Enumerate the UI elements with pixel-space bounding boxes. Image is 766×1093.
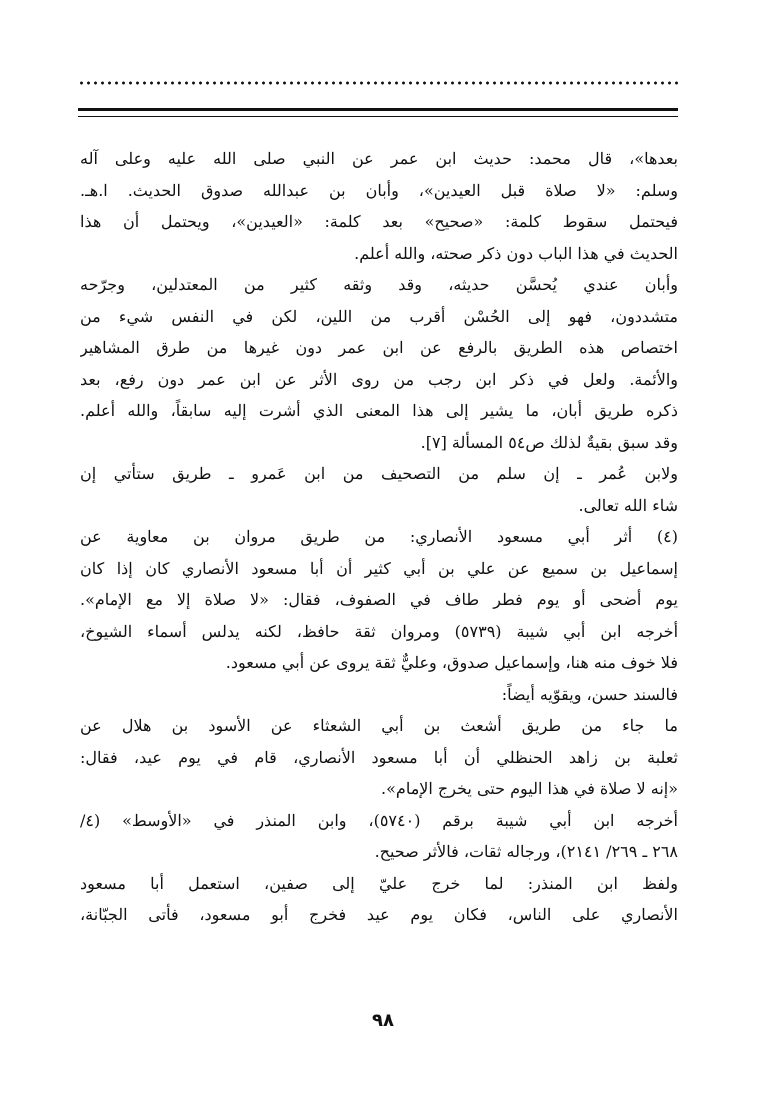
page-body	[80, 143, 678, 931]
text-line: اختصاص هذه الطريق بالرفع عن ابن عمر دون غيرها من طرق المشاهير	[80, 338, 678, 357]
header-dotted-rule	[78, 80, 678, 86]
text-line: متشددون، فهو إلى الحُسْن أقرب من اللين، لكن في النفس شيء من	[80, 306, 678, 326]
text-line: (٤) أثر أبي مسعود الأنصاري: من طريق مروان بن معاوية عن	[80, 527, 678, 546]
text-line: بعدها»، قال محمد: حديث ابن عمر عن النبي صلى الله عليه وعلى آله	[80, 149, 678, 168]
text-line: فالسند حسن، ويقوّيه أيضاً:	[501, 684, 678, 704]
text-line: ثعلبة بن زاهد الحنظلي أن أبا مسعود الأنصاري، قام في يوم عيد، فقال:	[80, 747, 678, 767]
text-line: الأنصاري على الناس، فكان يوم عيد فخرج أبو مسعود، فأتى الجبّانة،	[80, 905, 678, 924]
text-line: وأبان عندي يُحسَّن حديثه، وقد وثقه كثير من المعتدلين، وجرّحه	[80, 275, 678, 294]
text-line: يوم أضحى أو يوم فطر طاف في الصفوف، فقال: «لا صلاة إلا مع الإمام».	[80, 590, 678, 609]
text-line: وقد سبق بقيةٌ لذلك ص٥٤ المسألة [٧].	[420, 432, 678, 452]
text-line: فيحتمل سقوط كلمة: «صحيح» بعد كلمة: «العيدين»، ويحتمل أن هذا	[80, 212, 678, 231]
text-line: الحديث في هذا الباب دون ذكر صحته، والله أعلم.	[354, 243, 678, 263]
header-thick-rule	[78, 108, 678, 111]
text-line: إسماعيل بن سميع عن علي بن أبي كثير أن أبا مسعود الأنصاري كان إذا كان	[80, 558, 678, 578]
text-line: ولفظ ابن المنذر: لما خرج عليّ إلى صفين، استعمل أبا مسعود	[80, 873, 678, 893]
text-line: فلا خوف منه هنا، وإسماعيل صدوق، وعليٌّ ثقة يروى عن أبي مسعود.	[225, 653, 678, 672]
text-line: وسلم: «لا صلاة قبل العيدين»، وأبان بن عبدالله صدوق الحديث. ا.هـ.	[80, 180, 678, 200]
text-line: والأئمة. ولعل في ذكر ابن رجب من روى الأثر عن ابن عمر دون رفع، بعد	[80, 369, 678, 389]
text-line: أخرجه ابن أبي شيبة (٥٧٣٩) ومروان ثقة حافظ، لكنه يدلس أسماء الشيوخ،	[80, 621, 678, 641]
text-line: ولابن عُمر ـ إن سلم من التصحيف من ابن عَمرو ـ طريق ستأتي إن	[80, 464, 678, 483]
text-line: ٢٦٨ ـ ٢٦٩/ ٢١٤١)، ورجاله ثقات، فالأثر صحيح.	[374, 842, 678, 861]
text-line: «إنه لا صلاة في هذا اليوم حتى يخرج الإمام».	[381, 779, 678, 798]
text-line: شاء الله تعالى.	[578, 495, 678, 515]
header-thin-rule	[78, 116, 678, 117]
text-line: أخرجه ابن أبي شيبة برقم (٥٧٤٠)، وابن المنذر في «الأوسط» (٤/	[80, 810, 678, 830]
text-line: ما جاء من طريق أشعث بن أبي الشعثاء عن الأسود بن هلال عن	[80, 716, 678, 735]
text-line: ذكره طريق أبان، ما يشير إلى هذا المعنى الذي أشرت إليه سابقاً، والله أعلم.	[80, 401, 678, 420]
page-number: ٩٨	[372, 1010, 394, 1031]
